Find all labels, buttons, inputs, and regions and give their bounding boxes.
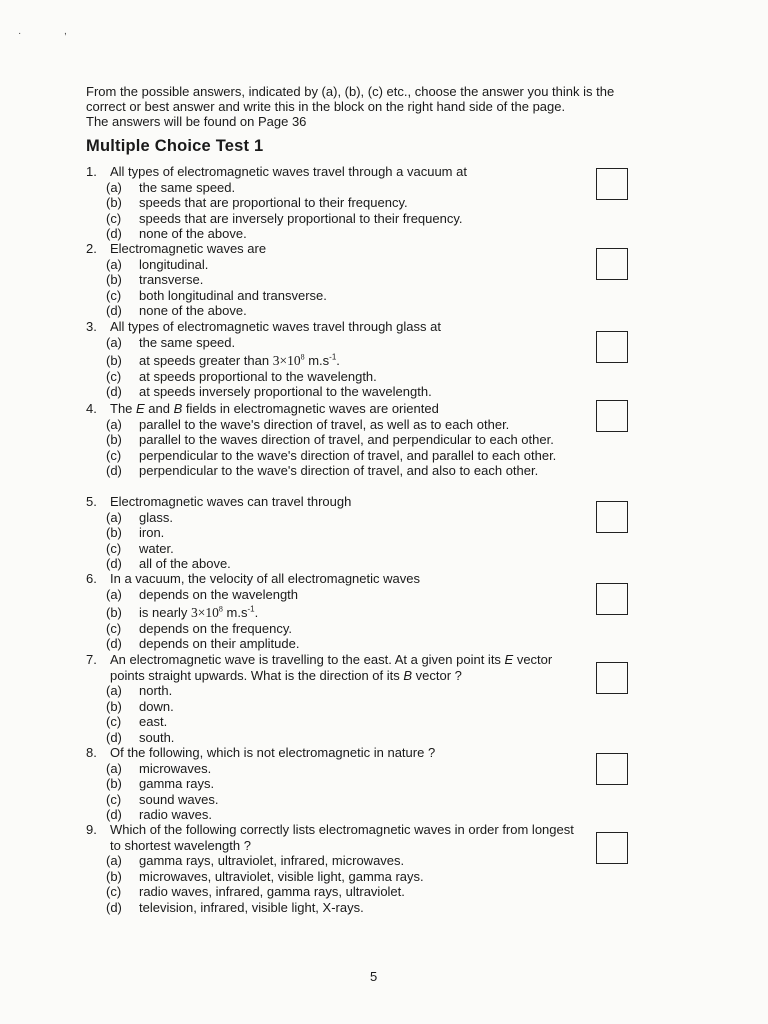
option-text: longitudinal. (139, 256, 209, 272)
option-label: (d) (106, 303, 122, 318)
option-text: gamma rays. (139, 776, 215, 791)
option-label: (c) (106, 620, 122, 636)
option-label: (b) (106, 698, 122, 714)
option-text: water. (139, 540, 174, 556)
option-text: down. (139, 698, 174, 714)
instructions-line: correct or best answer and write this in the block on the right hand side of the page. (86, 99, 566, 114)
question-number: 3. (86, 319, 97, 334)
question-stem: Electromagnetic waves can travel through (110, 494, 352, 509)
question-stem: All types of electromagnetic waves travel through glass at (110, 319, 441, 334)
question-9 (86, 822, 606, 915)
option-label: (a) (106, 509, 122, 525)
question-stem: fields in electromagnetic waves are oriented (182, 401, 439, 416)
option-text: both longitudinal and transverse. (139, 287, 327, 303)
option-label: (c) (106, 791, 122, 807)
option-label: (a) (106, 760, 122, 776)
option-text: speeds that are inversely proportional to their frequency. (139, 210, 463, 226)
scan-speck: · (18, 28, 22, 39)
answer-box-1[interactable] (596, 168, 628, 200)
question-6 (86, 571, 606, 652)
question-8 (86, 745, 606, 823)
option-label: (d) (106, 556, 122, 571)
option-text: gamma rays, ultraviolet, infrared, microwaves. (139, 853, 405, 868)
option-label: (c) (106, 884, 122, 899)
option-label: (b) (106, 432, 122, 447)
question-stem: and (144, 401, 174, 416)
option-label: (b) (106, 776, 122, 791)
question-stem: vector points straight upwards. What is the direction of its (110, 652, 553, 683)
option-text: parallel to the waves direction of travel, and perpendicular to each other. (139, 432, 554, 447)
sci-value: $3\times 10^8$ (191, 604, 223, 620)
option-text: at speeds greater than (139, 353, 270, 368)
instructions-line: From the possible answers, indicated by (a), (b), (c) etc., choose the answer you think is the (86, 84, 615, 99)
question-stem: In a vacuum, the velocity of all electromagnetic waves (110, 571, 420, 586)
test-title: Multiple Choice Test 1 (86, 137, 264, 155)
option-text: all of the above. (139, 556, 231, 571)
question-stem: The (110, 401, 137, 416)
option-label: (a) (106, 256, 122, 272)
option-text: none of the above. (139, 303, 247, 318)
instructions (86, 84, 686, 129)
option-label: (b) (106, 605, 122, 620)
question-stem: Which of the following correctly lists electromagnetic waves in order from longest to shortest wavelength ? (110, 822, 574, 853)
option-label: (d) (106, 384, 122, 399)
option-text: sound waves. (139, 791, 219, 807)
option-label: (c) (106, 210, 122, 226)
b-symbol: B (173, 401, 183, 416)
option-label: (d) (106, 729, 122, 745)
option-text: glass. (139, 509, 173, 525)
option-text: radio waves. (139, 807, 212, 822)
option-label: (d) (106, 636, 122, 651)
option-label: (d) (106, 226, 122, 241)
question-number: 2. (86, 241, 97, 256)
option-text: transverse. (139, 272, 204, 287)
option-text: depends on the wavelength (139, 586, 299, 602)
unit: $m.s^{-1}$. (222, 604, 259, 620)
question-4 (86, 401, 606, 479)
question-stem: All types of electromagnetic waves travel through a vacuum at (110, 164, 467, 179)
question-number: 8. (86, 745, 97, 760)
option-label: (a) (106, 416, 122, 432)
question-number: 4. (86, 401, 97, 416)
option-text: microwaves. (139, 760, 212, 776)
option-label: (b) (106, 195, 122, 210)
question-number: 6. (86, 571, 97, 586)
page-number: 5 (370, 969, 378, 984)
b-symbol: B (403, 667, 413, 683)
option-text: south. (139, 729, 175, 745)
question-number: 9. (86, 822, 97, 837)
option-text: perpendicular to the wave's direction of travel, and also to each other. (139, 463, 539, 478)
option-text: depends on the frequency. (139, 620, 292, 636)
option-text: microwaves, ultraviolet, visible light, gamma rays. (139, 868, 424, 884)
option-text: the same speed. (139, 179, 236, 195)
option-label: (a) (106, 334, 122, 350)
option-text: radio waves, infrared, gamma rays, ultraviolet. (139, 884, 405, 899)
question-2 (86, 241, 606, 319)
answer-box-9[interactable] (596, 832, 628, 864)
option-label: (a) (106, 586, 122, 602)
option-text: at speeds proportional to the wavelength. (139, 368, 377, 384)
answer-box-2[interactable] (596, 248, 628, 280)
option-label: (c) (106, 540, 122, 556)
option-label: (d) (106, 463, 122, 478)
option-text: at speeds inversely proportional to the wavelength. (139, 384, 432, 399)
option-text: television, infrared, visible light, X-rays. (139, 899, 364, 915)
question-stem: An electromagnetic wave is travelling to the east. At a given point its (110, 652, 505, 667)
question-3 (86, 319, 606, 400)
answer-box-7[interactable] (596, 662, 628, 694)
option-text: iron. (139, 525, 165, 540)
option-text: none of the above. (139, 226, 247, 241)
option-label: (b) (106, 868, 122, 884)
question-stem: Electromagnetic waves are (110, 241, 267, 256)
option-text: east. (139, 714, 168, 729)
option-text: perpendicular to the wave's direction of travel, and parallel to each other. (139, 447, 557, 463)
option-label: (a) (106, 853, 122, 868)
option-label: (d) (106, 807, 122, 822)
option-label: (a) (106, 179, 122, 195)
option-text: speeds that are proportional to their frequency. (139, 195, 408, 210)
question-1 (86, 164, 606, 242)
answer-box-4[interactable] (596, 400, 628, 432)
option-text: north. (139, 683, 173, 698)
option-text: parallel to the wave's direction of travel, as well as to each other. (139, 416, 510, 432)
option-label: (b) (106, 525, 122, 540)
option-text: depends on their amplitude. (139, 636, 300, 651)
question-number: 5. (86, 494, 97, 509)
option-text: is nearly (139, 605, 188, 620)
option-label: (c) (106, 447, 122, 463)
answer-box-5[interactable] (596, 501, 628, 533)
question-number: 7. (86, 652, 97, 667)
option-text: the same speed. (139, 334, 236, 350)
e-symbol: E (136, 401, 145, 416)
instructions-line: The answers will be found on Page 36 (86, 114, 307, 129)
option-label: (c) (106, 714, 122, 729)
question-number: 1. (86, 164, 97, 179)
sci-value: $3\times 10^8$ (272, 352, 305, 368)
answer-box-3[interactable] (596, 331, 628, 363)
option-label: (b) (106, 353, 122, 368)
question-stem: Of the following, which is not electromagnetic in nature ? (110, 745, 436, 760)
option-label: (b) (106, 272, 122, 287)
question-5 (86, 494, 606, 572)
option-label: (c) (106, 287, 122, 303)
answer-box-6[interactable] (596, 583, 628, 615)
e-symbol: E (504, 652, 514, 667)
scan-speck: , (64, 26, 67, 37)
option-label: (d) (106, 899, 122, 915)
answer-box-8[interactable] (596, 753, 628, 785)
unit: $m.s^{-1}$. (304, 352, 340, 368)
option-label: (c) (106, 368, 122, 384)
question-7 (86, 652, 606, 745)
option-label: (a) (106, 683, 122, 698)
question-stem: vector ? (412, 667, 462, 683)
